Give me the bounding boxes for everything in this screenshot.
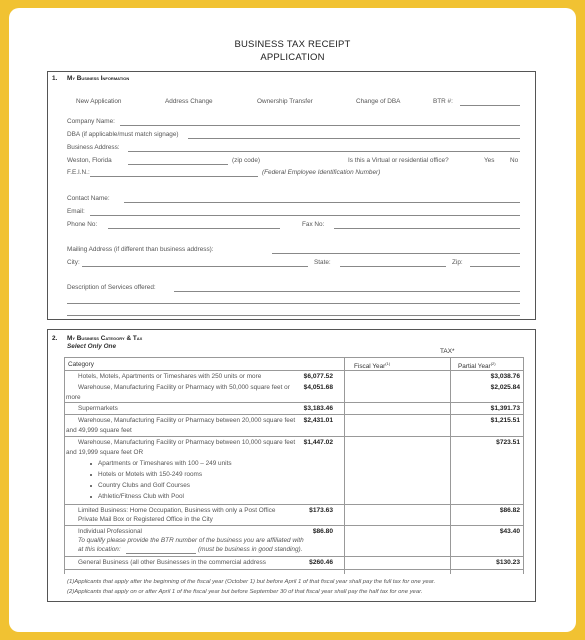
category-row-7-location: at this location:	[78, 546, 121, 553]
partial-value-row-5: $723.51	[496, 439, 520, 446]
fiscal-value-row-7: $86.80	[312, 528, 333, 535]
zip2-label: Zip:	[452, 259, 463, 266]
category-row-8[interactable]: General Business (all other Businesses in the commercial address	[78, 559, 266, 566]
business-address-field[interactable]	[128, 151, 520, 152]
bullet-item-4: Athletic/Fitness Club with Pool	[98, 493, 184, 500]
row-divider	[64, 402, 523, 403]
form-title: BUSINESS TAX RECEIPT	[234, 39, 351, 50]
table-top-border	[64, 357, 523, 358]
mailing-address-label: Mailing Address (if different than business address):	[67, 246, 214, 253]
fein-label: F.E.I.N.:	[67, 169, 90, 176]
fein-field[interactable]	[90, 176, 258, 177]
partial-label: Partial Year	[458, 363, 491, 371]
fax-field[interactable]	[334, 228, 520, 229]
option-change-of-dba[interactable]: Change of DBA	[356, 98, 401, 105]
fiscal-value-row-4: $2,431.01	[303, 417, 333, 424]
category-row-6-cont: Private Mail Box or Registered Office in the City	[78, 516, 213, 523]
fiscal-label: Fiscal Year	[354, 363, 386, 371]
business-information-section	[47, 71, 536, 320]
category-row-7[interactable]: Individual Professional	[78, 528, 142, 535]
mailing-address-field[interactable]	[272, 253, 520, 254]
form-subtitle: APPLICATION	[260, 52, 325, 63]
footnote-2: (2)Applicants that apply on or after April 1 of the fiscal year but before September 30 of that fiscal year shall pay the half tax for one year.	[67, 589, 423, 595]
footnote-1: (1)Applicants that apply after the beginning of the fiscal year (October 1) but before April 1 of that fiscal year shall pay the full tax for one year.	[67, 579, 436, 585]
virtual-office-no[interactable]: No	[510, 157, 519, 164]
partial-value-row-3: $1,391.73	[490, 405, 520, 412]
fiscal-value-row-8: $260.46	[309, 559, 333, 566]
services-field-line1[interactable]	[174, 291, 520, 292]
partial-value-row-1: $3,038.76	[490, 373, 520, 380]
services-field-line2[interactable]	[67, 303, 520, 304]
dba-field[interactable]	[188, 138, 520, 139]
bullet-item-2: Hotels or Motels with 150-249 rooms	[98, 471, 203, 478]
fiscal-value-row-2: $4,051.68	[303, 384, 333, 391]
section2-number: 2.	[52, 335, 58, 342]
contact-name-field[interactable]	[124, 202, 520, 203]
row-divider	[64, 556, 523, 557]
bullet	[90, 496, 92, 498]
category-row-4-cont: and 49,999 square feet	[66, 427, 132, 434]
fiscal-value-row-5: $1,447.02	[303, 439, 333, 446]
btr-affiliate-field[interactable]	[126, 553, 196, 554]
company-name-field[interactable]	[120, 125, 520, 126]
column-header-category: Category	[68, 361, 94, 368]
zip2-field[interactable]	[470, 266, 520, 267]
bullet	[90, 485, 92, 487]
table-left-border	[64, 357, 65, 574]
section2-heading: My Business Category & Tax	[67, 335, 143, 342]
email-field[interactable]	[90, 215, 520, 216]
category-row-6[interactable]: Limited Business: Home Occupation, Business with only a Post Office	[78, 507, 276, 514]
category-row-7-standing: (must be business in good standing).	[198, 546, 303, 553]
btr-number-label: BTR #:	[433, 98, 453, 105]
category-row-5[interactable]: Warehouse, Manufacturing Facility or Pharmacy between 10,000 square feet	[78, 439, 296, 446]
table-right-border	[523, 357, 524, 574]
email-label: Email:	[67, 208, 85, 215]
fiscal-value-row-3: $3,183.46	[303, 405, 333, 412]
partial-value-row-6: $86.82	[499, 507, 520, 514]
services-label: Description of Services offered:	[67, 284, 156, 291]
option-ownership-transfer[interactable]: Ownership Transfer	[257, 98, 313, 105]
table-divider-2	[450, 357, 451, 574]
tax-header: TAX*	[440, 348, 455, 355]
fiscal-value-row-1: $6,077.52	[303, 373, 333, 380]
dba-label: DBA (if applicable/must match signage)	[67, 131, 179, 138]
business-category-section	[47, 329, 536, 602]
category-row-7-note: To qualify please provide the BTR number of the business you are affiliated with	[78, 537, 304, 544]
row-divider	[64, 525, 523, 526]
bullet	[90, 474, 92, 476]
partial-value-row-4: $1,215.51	[490, 417, 520, 424]
zip-code-field[interactable]	[128, 164, 228, 165]
partial-value-row-7: $43.40	[499, 528, 520, 535]
category-row-1[interactable]: Hotels, Motels, Apartments or Timeshares with 250 units or more	[78, 373, 262, 380]
phone-field[interactable]	[108, 228, 280, 229]
state-label: State:	[314, 259, 331, 266]
virtual-office-question: Is this a Virtual or residential office?	[348, 157, 449, 164]
row-divider	[64, 414, 523, 415]
services-field-line3[interactable]	[67, 315, 520, 316]
fiscal-sup: (1)	[385, 361, 391, 366]
option-new-application[interactable]: New Application	[76, 98, 122, 105]
fein-description: (Federal Employee Identification Number)	[262, 169, 381, 176]
category-row-3[interactable]: Supermarkets	[78, 405, 118, 412]
partial-value-row-2: $2,025.84	[490, 384, 520, 391]
company-name-label: Company Name:	[67, 118, 115, 125]
phone-label: Phone No:	[67, 221, 98, 228]
row-divider	[64, 504, 523, 505]
zip-code-label: (zip code)	[232, 157, 261, 164]
option-address-change[interactable]: Address Change	[165, 98, 213, 105]
header-underline	[64, 370, 523, 371]
bullet-item-1: Apartments or Timeshares with 100 – 249 units	[98, 460, 232, 467]
tax-table	[64, 357, 523, 574]
select-only-one-note: Select Only One	[67, 343, 117, 350]
section-heading: My Business Information	[67, 75, 130, 82]
category-row-2-cont: more	[66, 394, 81, 401]
category-row-5-cont: and 19,999 square feet OR	[66, 449, 144, 456]
virtual-office-yes[interactable]: Yes	[484, 157, 495, 164]
fiscal-value-row-6: $173.63	[309, 507, 333, 514]
table-divider-1	[344, 357, 345, 574]
contact-name-label: Contact Name:	[67, 195, 110, 202]
city2-label: City:	[67, 259, 80, 266]
city-label: Weston, Florida	[67, 157, 112, 164]
partial-sup: (2)	[490, 361, 496, 366]
city2-field[interactable]	[82, 266, 308, 267]
section-number: 1.	[52, 75, 58, 82]
bullet	[90, 463, 92, 465]
partial-value-row-8: $130.23	[496, 559, 520, 566]
table-bottom-border	[64, 569, 523, 570]
category-row-2[interactable]: Warehouse, Manufacturing Facility or Pharmacy with 50,000 square feet or	[78, 384, 290, 391]
btr-number-field[interactable]	[460, 105, 520, 106]
bullet-item-3: Country Clubs and Golf Courses	[98, 482, 190, 489]
row-divider	[64, 436, 523, 437]
fax-label: Fax No:	[302, 221, 325, 228]
state-field[interactable]	[340, 266, 446, 267]
business-address-label: Business Address:	[67, 144, 120, 151]
category-row-4[interactable]: Warehouse, Manufacturing Facility or Pharmacy between 20,000 square feet	[78, 417, 296, 424]
